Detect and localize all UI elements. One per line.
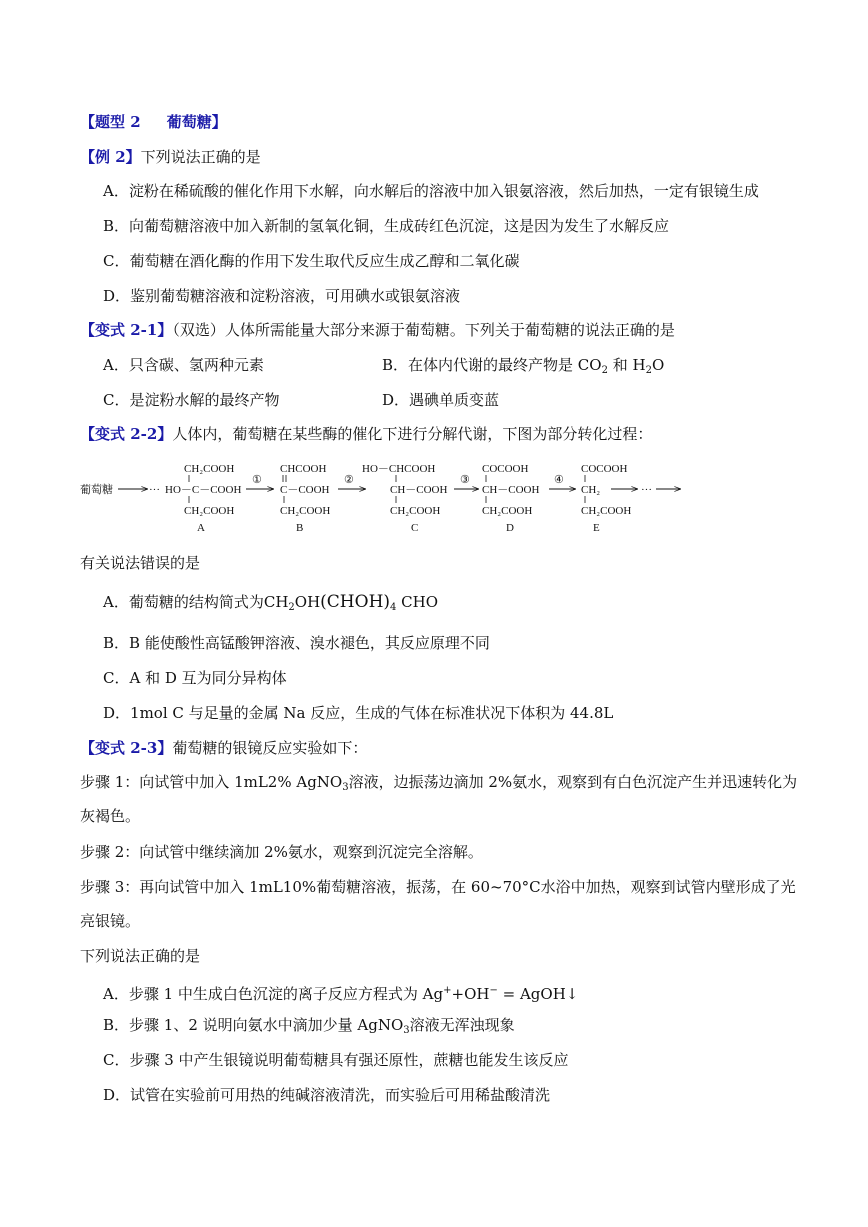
- variant3-stem: 下列说法正确的是: [80, 947, 201, 965]
- variant1-option-a: A．只含碳、氢两种元素: [103, 356, 264, 374]
- variant3-step-1-cont: 灰褐色。: [80, 807, 141, 825]
- variant2-option-c: C．A 和 D 互为同分异构体: [103, 669, 287, 687]
- header-title: 葡萄糖: [166, 113, 212, 131]
- variant3-option-c: C．步骤 3 中产生银镜说明葡萄糖具有强还原性，蔗糖也能发生该反应: [103, 1051, 569, 1069]
- diagram-e-mid: CH₂: [581, 484, 601, 496]
- diagram-a-label: A: [197, 522, 205, 534]
- diagram-dots-end: ···: [641, 484, 652, 496]
- variant3-step-3-cont: 亮银镜。: [80, 912, 141, 930]
- variant3-option-b: [103, 1015, 515, 1041]
- variant3-option-a-text: A．步骤 1 中生成白色沉淀的离子反应方程式为 Ag: [103, 985, 444, 1003]
- variant1-tag: 【变式 2-1】: [80, 321, 173, 339]
- step-1-label: ①: [252, 474, 262, 486]
- variant3-option-a: [103, 981, 578, 1004]
- diagram-a-mid: HO－C－COOH: [165, 484, 242, 496]
- variant2-option-b: B．B 能使酸性高锰酸钾溶液、溴水褪色，其反应原理不同: [103, 634, 490, 652]
- subscript: 3: [342, 782, 349, 793]
- subscript: 2: [288, 602, 295, 613]
- variant2-question: [80, 424, 652, 444]
- header-bracket-close: 】: [211, 113, 227, 131]
- diagram-b-bot: CH₂COOH: [280, 505, 331, 517]
- variant3-step-1: [80, 772, 797, 798]
- step-2-label: ②: [344, 474, 354, 486]
- variant3-option-b-text2: 溶液无浑浊现象: [409, 1016, 515, 1034]
- example-question-text: 下列说法正确的是: [140, 148, 261, 166]
- step-3-label: ③: [460, 474, 470, 486]
- diagram-d-top: COCOOH: [482, 463, 529, 475]
- example-tag: 【例 2】: [80, 148, 141, 166]
- variant3-option-a-text3: = AgOH↓: [497, 985, 579, 1003]
- variant1-option-b-text: B．在体内代谢的最终产物是 CO: [382, 356, 602, 374]
- step-1-text2: 溶液，边振荡边滴加 2%氨水，观察到有白色沉淀产生并迅速转化为: [348, 773, 798, 791]
- diagram-c-bot: CH₂COOH: [390, 505, 441, 517]
- subscript: 4: [390, 602, 397, 613]
- diagram-b-label: B: [296, 522, 304, 534]
- header-bracket-open: 【: [80, 113, 96, 131]
- diagram-a-bot: CH₂COOH: [184, 505, 235, 517]
- variant2-question-text: 人体内，葡萄糖在某些酶的催化下进行分解代谢，下图为部分转化过程：: [172, 425, 653, 443]
- variant1-question-text: （双选）人体所需能量大部分来源于葡萄糖。下列关于葡萄糖的说法正确的是: [172, 321, 675, 339]
- diagram-d-mid: CH－COOH: [482, 484, 540, 496]
- diagram-e-label: E: [593, 522, 600, 534]
- variant2-option-a: [103, 592, 438, 618]
- variant3-question: [80, 738, 367, 758]
- formula: CH: [263, 593, 289, 611]
- example-option-a: A．淀粉在稀硫酸的催化作用下水解，向水解后的溶液中加入银氨溶液，然后加热，一定有银镜生成: [103, 182, 759, 200]
- superscript: +: [443, 985, 452, 996]
- variant3-question-text: 葡萄糖的银镜反应实验如下：: [172, 739, 368, 757]
- metabolism-diagram: [76, 456, 776, 536]
- example-option-c: C．葡萄糖在酒化酶的作用下发生取代反应生成乙醇和二氧化碳: [103, 252, 520, 270]
- diagram-d-label: D: [506, 522, 514, 534]
- subscript: 2: [601, 365, 608, 376]
- variant2-option-d: D．1mol C 与足量的金属 Na 反应，生成的气体在标准状况下体积为 44.8L: [103, 704, 614, 722]
- subscript: 3: [403, 1025, 410, 1036]
- header-label: 题型 2: [95, 113, 141, 131]
- diagram-a-top: CH₂COOH: [184, 463, 235, 475]
- superscript: −: [489, 985, 498, 996]
- formula: (CHOH): [320, 592, 391, 612]
- section-header: [80, 112, 227, 132]
- formula: OH: [294, 593, 321, 611]
- diagram-dots-start: ···: [149, 484, 160, 496]
- variant1-option-b-text2: 和 H: [607, 356, 646, 374]
- subscript: 2: [645, 365, 652, 376]
- diagram-e-top: COCOOH: [581, 463, 628, 475]
- formula: CHO: [396, 593, 439, 611]
- variant1-question: [80, 320, 675, 340]
- variant3-step-3: 步骤 3：再向试管中加入 1mL10%葡萄糖溶液，振荡，在 60~70°C水浴中加热，观察到试管内壁形成了光: [80, 878, 796, 896]
- diagram-c-label: C: [411, 522, 419, 534]
- variant1-option-b-text3: O: [651, 356, 665, 374]
- diagram-e-bot: CH₂COOH: [581, 505, 632, 517]
- diagram-c-mid: CH－COOH: [390, 484, 448, 496]
- variant3-option-d: D．试管在实验前可用热的纯碱溶液清洗，而实验后可用稀盐酸清洗: [103, 1086, 551, 1104]
- step-4-label: ④: [554, 474, 564, 486]
- step-1-text: 步骤 1：向试管中加入 1mL2% AgNO: [80, 773, 343, 791]
- variant3-tag: 【变式 2-3】: [80, 739, 173, 757]
- example-question: [80, 147, 261, 167]
- example-option-d: D．鉴别葡萄糖溶液和淀粉溶液，可用碘水或银氨溶液: [103, 287, 461, 305]
- example-option-b: B．向葡萄糖溶液中加入新制的氢氧化铜，生成砖红色沉淀，这是因为发生了水解反应: [103, 217, 670, 235]
- variant3-option-b-text: B．步骤 1、2 说明向氨水中滴加少量 AgNO: [103, 1016, 404, 1034]
- variant2-option-a-text: A．葡萄糖的结构简式为: [103, 593, 264, 611]
- diagram-d-bot: CH₂COOH: [482, 505, 533, 517]
- variant2-stem: 有关说法错误的是: [80, 554, 201, 572]
- diagram-b-mid: C－COOH: [280, 484, 330, 496]
- variant1-option-d: D．遇碘单质变蓝: [382, 391, 500, 409]
- variant1-option-c: C．是淀粉水解的最终产物: [103, 391, 280, 409]
- variant3-option-a-text2: +OH: [451, 985, 490, 1003]
- variant2-tag: 【变式 2-2】: [80, 425, 173, 443]
- diagram-start-label: 葡萄糖: [80, 484, 113, 496]
- diagram-c-top: HO－CHCOOH: [362, 463, 436, 475]
- variant1-option-b: [382, 355, 664, 381]
- diagram-b-top: CHCOOH: [280, 463, 327, 475]
- variant3-step-2: 步骤 2：向试管中继续滴加 2%氨水，观察到沉淀完全溶解。: [80, 843, 483, 861]
